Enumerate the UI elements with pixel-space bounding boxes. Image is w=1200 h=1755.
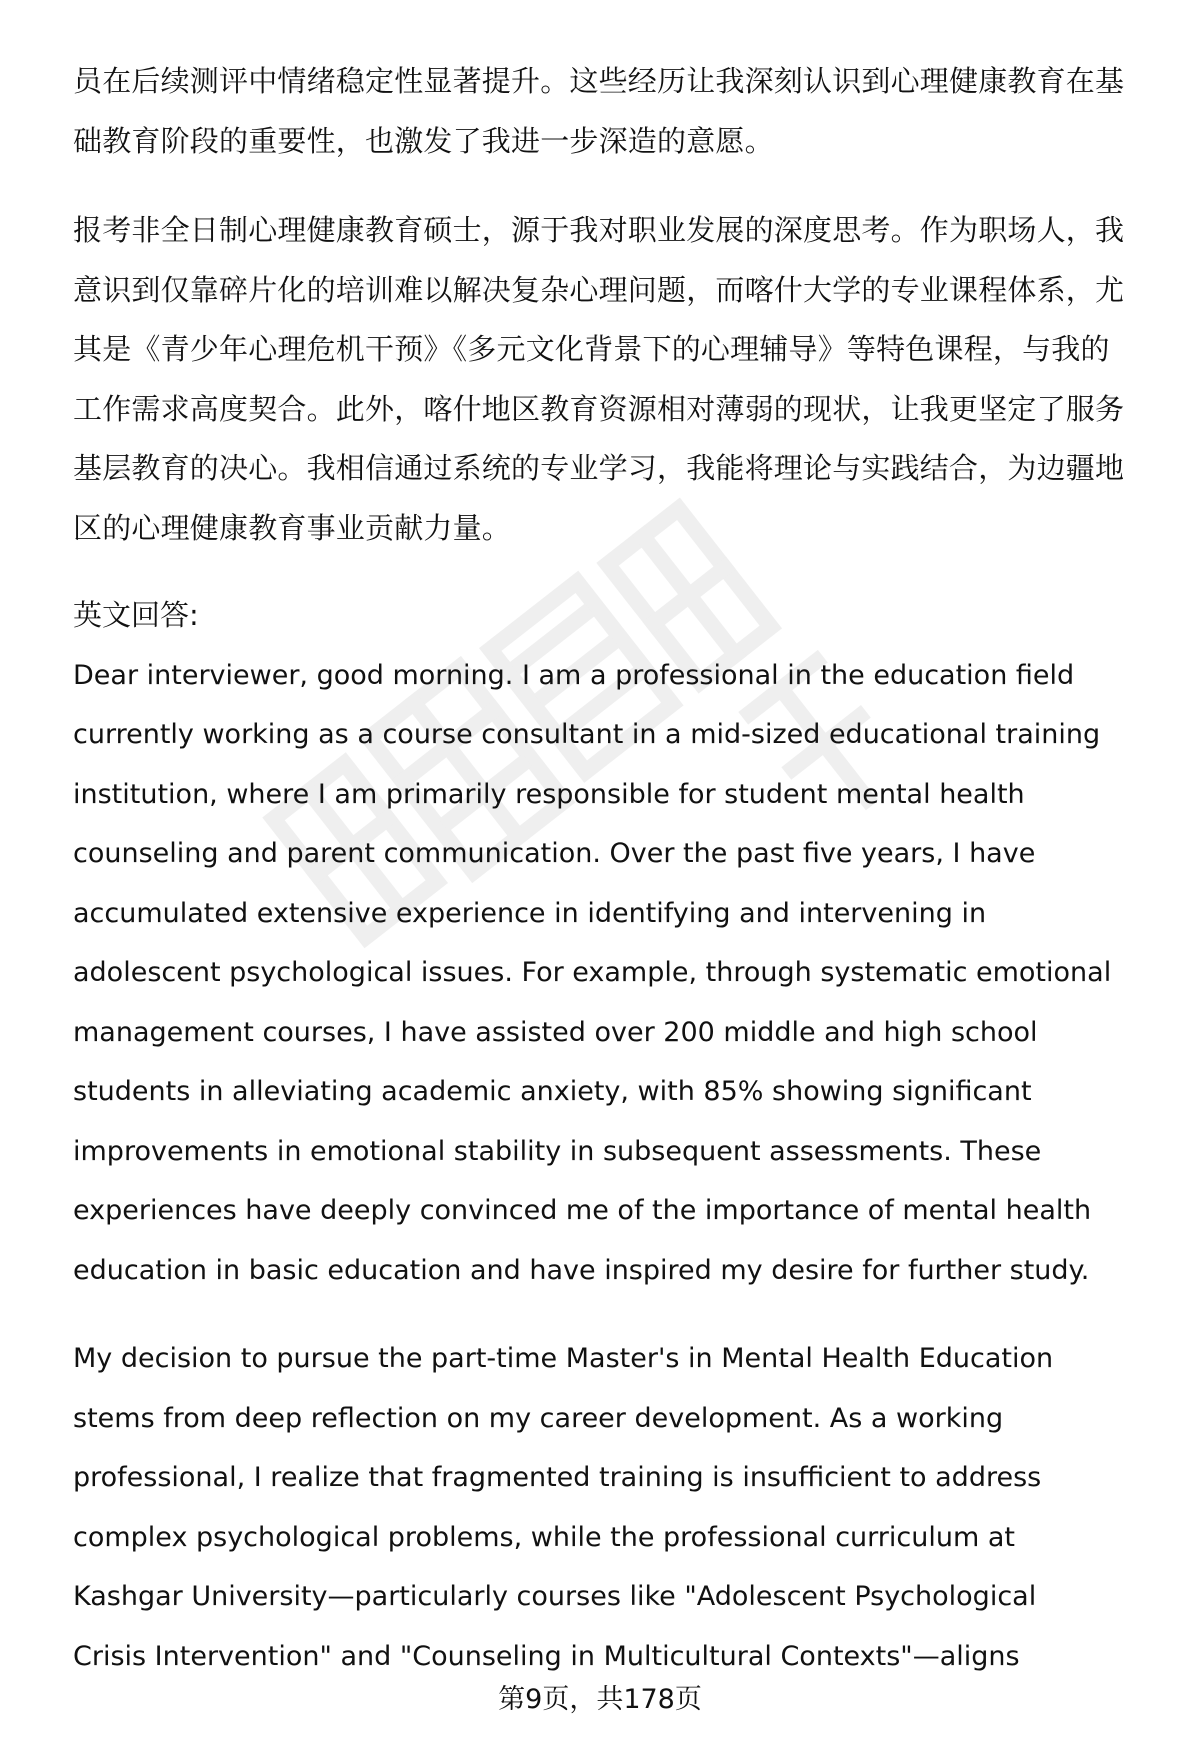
english-paragraph xyxy=(73,1329,1163,1686)
document-content xyxy=(73,52,1163,1686)
text-line: institution, where I am primarily responsible for student mental health xyxy=(73,778,1025,810)
text-line: Kashgar University—particularly courses like "Adolescent Psychological xyxy=(73,1581,1037,1612)
text-line: 其是《青少年心理危机干预》《多元文化背景下的心理辅导》等特色课程，与我的 xyxy=(73,332,1110,366)
text-line: 工作需求高度契合。此外，喀什地区教育资源相对薄弱的现状，让我更坚定了服务 xyxy=(73,391,1125,426)
text-line: professional, I realize that fragmented training is insufficient to address xyxy=(73,1462,1042,1493)
chinese-paragraph-continuation xyxy=(73,52,1163,171)
text-line: currently working as a course consultant in a mid-sized educational training xyxy=(73,719,1101,750)
text-line: accumulated extensive experience in identifying and intervening in xyxy=(73,897,987,929)
chinese-paragraph xyxy=(73,201,1163,558)
page-number: 第9页，共178页 xyxy=(498,1684,702,1715)
text-line: improvements in emotional stability in subsequent assessments. These xyxy=(73,1135,1042,1167)
text-line: education in basic education and have inspired my desire for further study. xyxy=(73,1254,1090,1286)
text-line: complex psychological problems, while the professional curriculum at xyxy=(73,1521,1015,1553)
text-line: students in alleviating academic anxiety, with 85% showing significant xyxy=(73,1076,1032,1107)
text-line: 员在后续测评中情绪稳定性显著提升。这些经历让我深刻认识到心理健康教育在基 xyxy=(73,64,1125,98)
text-line: Crisis Intervention" and "Counseling in Multicultural Contexts"—aligns xyxy=(73,1640,1020,1672)
text-line: Dear interviewer, good morning. I am a professional in the education field xyxy=(73,659,1075,691)
text-line: 基层教育的决心。我相信通过系统的专业学习，我能将理论与实践结合，为边疆地 xyxy=(73,451,1125,485)
text-line: 意识到仅靠碎片化的培训难以解决复杂心理问题，而喀什大学的专业课程体系，尤 xyxy=(73,272,1125,307)
text-line: 础教育阶段的重要性，也激发了我进一步深造的意愿。 xyxy=(73,123,774,158)
text-line: management courses, I have assisted over 200 middle and high school xyxy=(73,1016,1038,1048)
english-paragraph xyxy=(73,646,1163,1301)
text-line: counseling and parent communication. Over the past five years, I have xyxy=(73,838,1036,869)
text-line: 区的心理健康教育事业贡献力量。 xyxy=(73,510,512,545)
english-answer-label: 英文回答: xyxy=(73,598,199,632)
text-line: adolescent psychological issues. For example, through systematic emotional xyxy=(73,957,1112,988)
text-line: stems from deep reflection on my career development. As a working xyxy=(73,1402,1004,1434)
text-line: 报考非全日制心理健康教育硕士，源于我对职业发展的深度思考。作为职场人，我 xyxy=(73,213,1125,247)
text-line: My decision to pursue the part-time Master's in Mental Health Education xyxy=(73,1343,1054,1374)
text-line: experiences have deeply convinced me of the importance of mental health xyxy=(73,1195,1092,1226)
